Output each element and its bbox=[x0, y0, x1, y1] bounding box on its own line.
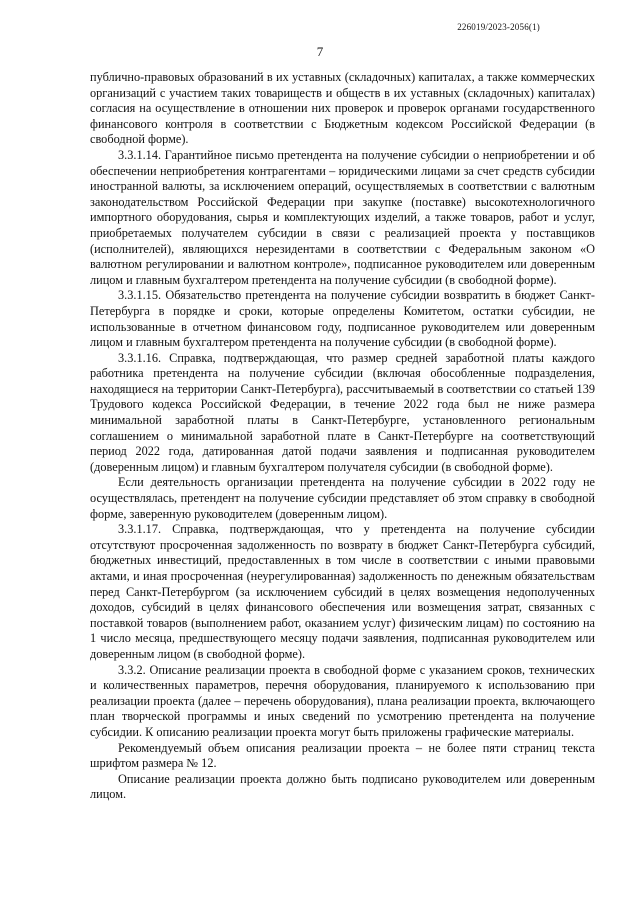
paragraph-signature-requirement: Описание реализации проекта должно быть подписано руководителем или доверенным лицом. bbox=[90, 771, 595, 802]
document-body bbox=[90, 70, 595, 803]
document-id: 226019/2023-2056(1) bbox=[457, 22, 540, 32]
paragraph-3-3-2: 3.3.2. Описание реализации проекта в свободной форме с указанием сроков, технических и количественных параметров, перечня оборудования, планируемого к использованию при реализации проекта (далее – перечень оборудования), плана реализации проекта, включающего план творческой программы и иных сведений по усмотрению претендента на получение субсидии. К описанию реализации проекта могут быть приложены графические материалы. bbox=[90, 662, 595, 739]
paragraph-3-3-1-16: 3.3.1.16. Справка, подтверждающая, что размер средней заработной платы каждого работника претендента на получение субсидии (включая обособленные подразделения, находящиеся на территории Санкт-Петербурга), рассчитываемый в соответствии со статьей 139 Трудового кодекса Российской Федерации, в течение 2022 года был не ниже размера минимальной заработной платы в Санкт-Петербурге, установленного региональным соглашением о минимальной заработной плате в Санкт-Петербурге на соответствующий период 2022 года, датированная датой подачи заявления и подписанная руководителем (доверенным лицом) и главным бухгалтером получателя субсидии (в свободной форме). bbox=[90, 350, 595, 474]
paragraph-3-3-1-17: 3.3.1.17. Справка, подтверждающая, что у претендента на получение субсидии отсутствуют просроченная задолженность по возврату в бюджет Санкт-Петербурга субсидий, бюджетных инвестиций, предоставленных в том числе в соответствии с иными правовыми актами, и иная просроченная (неурегулированная) задолженность по денежным обязательствам перед Санкт-Петербургом (за исключением субсидий в целях возмещения недополученных доходов, субсидий в целях финансового обеспечения или возмещения затрат, связанных с поставкой товаров (выполнением работ, оказанием услуг) физическим лицам) по состоянию на 1 число месяца, предшествующего месяцу подачи заявления, подписанная руководителем или доверенным лицом (в свободной форме). bbox=[90, 522, 595, 661]
paragraph-continuation: публично-правовых образований в их уставных (складочных) капиталах, а также коммерческих организаций с участием таких товариществ и обществ в их уставных (складочных) капиталах) согласия на осуществление в отношении них проверок и проверок органами государственного финансового контроля в соответствии с Бюджетным кодексом Российской Федерации (в свободной форме). bbox=[90, 70, 595, 147]
page-number: 7 bbox=[316, 44, 324, 59]
paragraph-recommended-volume: Рекомендуемый объем описания реализации проекта – не более пяти страниц текста шрифтом размера № 12. bbox=[90, 740, 595, 771]
paragraph-3-3-1-14: 3.3.1.14. Гарантийное письмо претендента на получение субсидии о неприобретении и об обеспечении неприобретения контрагентами – юридическими лицами за счет средств субсидии иностранной валюты, за исключением операций, осуществляемых в соответствии с валютным законодательством Российской Федерации при закупке (поставке) высокотехнологичного импортного оборудования, сырья и комплектующих изделий, а также товаров, работ и услуг, приобретаемых получателем субсидии в связи с реализацией проекта у поставщиков (исполнителей), являющихся нерезидентами в соответствии с Федеральным законом «О валютном регулировании и валютном контроле», подписанное руководителем или доверенным лицом и главным бухгалтером претендента на получение субсидии (в свободной форме). bbox=[90, 147, 595, 287]
paragraph-no-activity-note: Если деятельность организации претендента на получение субсидии в 2022 году не осуществлялась, претендент на получение субсидии представляет об этом справку в свободной форме, заверенную руководителем (доверенным лицом). bbox=[90, 475, 595, 521]
paragraph-3-3-1-15: 3.3.1.15. Обязательство претендента на получение субсидии возвратить в бюджет Санкт-Петербурга в порядке и сроки, которые определены Комитетом, остатки субсидии, не использованные в отчетном финансовом году, подписанное руководителем или доверенным лицом и главным бухгалтером претендента на получение субсидии (в свободной форме). bbox=[90, 288, 595, 350]
